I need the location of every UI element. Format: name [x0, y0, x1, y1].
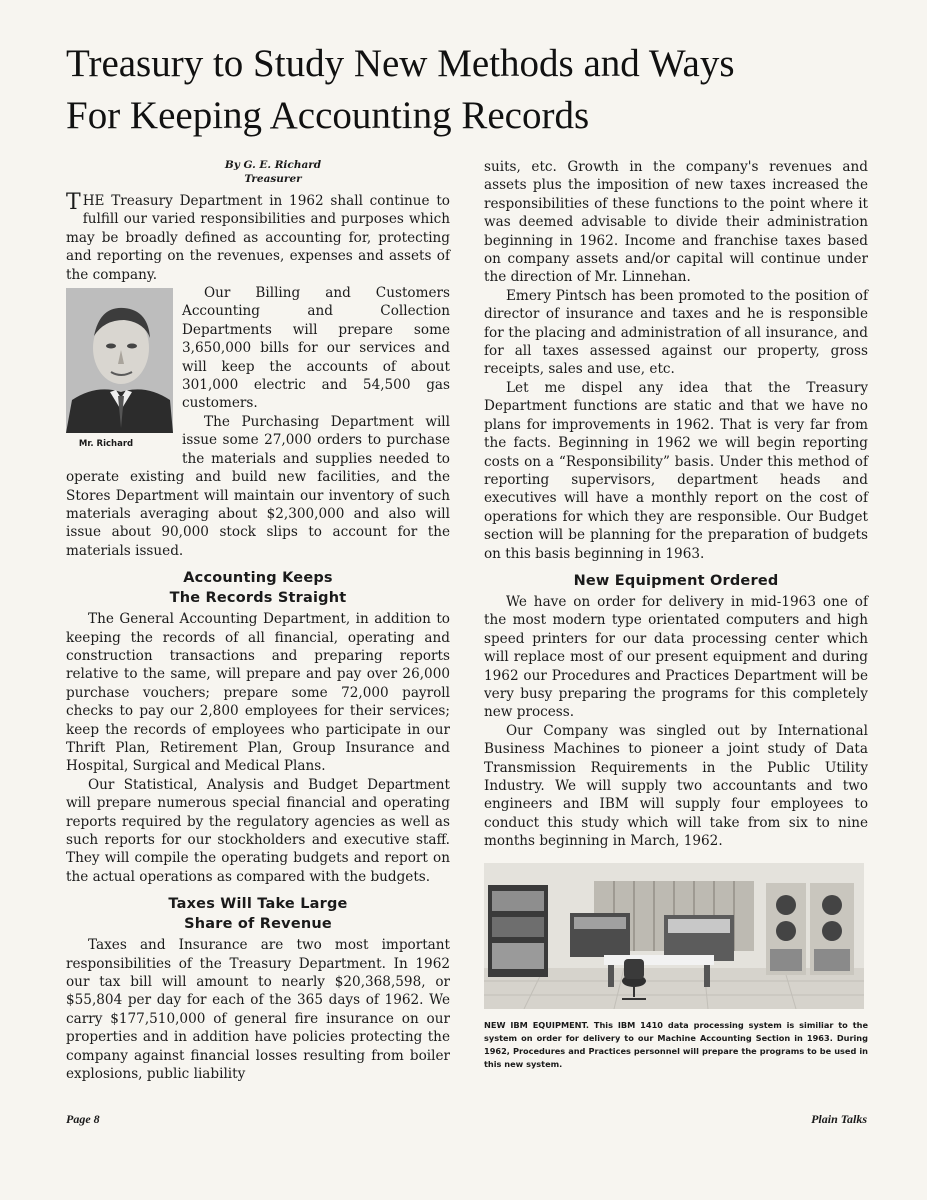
title-line-2: For Keeping Accounting Records — [66, 94, 590, 137]
article-title — [66, 38, 886, 142]
general-accounting-paragraph: The General Accounting Department, in addition to keeping the records of all financial, operating and construction transactions and preparing reports relative to the same, will prepare and pay over 26,000 purchase vouchers; prepare some 72,000 payroll checks to pay our 2,800 employees for their services; keep the records of employees who participate in our Thrift Plan, Retirement Plan, Group Insurance and Hospital, Surgical and Medical Plans. — [66, 611, 450, 775]
portrait-image — [66, 288, 173, 433]
heading-equipment: New Equipment Ordered — [573, 572, 779, 589]
page-number: Page 8 — [66, 1112, 100, 1126]
richard-photo — [66, 288, 176, 460]
heading-accounting-line1: Accounting Keeps — [183, 570, 333, 587]
byline-author: By G. E. Richard — [224, 159, 322, 171]
suits-paragraph: suits, etc. Growth in the company's revenues and assets plus the imposition of new taxes increased the responsibilities of these functions to the point where it was deemed advisable to divide their administration beginning in 1962. Income and franchise taxes based on company assets and/or capital will continue under the direction of Mr. Linnehan. — [484, 159, 868, 286]
right-column — [484, 158, 868, 1071]
taxes-paragraph: Taxes and Insurance are two most important responsibilities of the Treasury Department. In 1962 our tax bill will amount to nearly $20,368,598, or $55,804 per day for each of the 365 days of 1962. We carry $177,510,000 of general fire insurance on our properties and in addition have policies protecting the company against financial losses resulting from boiler explosions, public liability — [66, 937, 450, 1083]
publication-name: Plain Talks — [811, 1112, 867, 1126]
order-paragraph: We have on order for delivery in mid-1963 one of the most modern type orientated computers and high speed printers for our data processing center which will replace most of our present equipment and during 1962 our Procedures and Practices Department will be very busy preparing the programs for this completely new process. — [484, 593, 868, 721]
heading-taxes-line1: Taxes Will Take Large — [168, 896, 348, 913]
ibm-equipment-photo — [484, 863, 864, 1009]
portrait-illustration — [66, 288, 173, 433]
ibm-photo-caption: NEW IBM EQUIPMENT. This IBM 1410 data processing system is similiar to the system on order for delivery to our Machine Accounting Section in 1963. During 1962, Procedures and Practices personnel will prepare the programs to be used in this new system. — [484, 1019, 868, 1069]
drop-cap: T — [66, 190, 81, 215]
heading-taxes — [66, 894, 450, 934]
ibm-paragraph: Our Company was singled out by International Business Machines to pioneer a joint study of Data Transmission Requirements in the Public Utility Industry. We will supply two accountants and two engineers and IBM will supply four employees to conduct this study which will take from six to nine months beginning in March, 1962. — [484, 722, 868, 850]
heading-accounting — [66, 568, 450, 608]
statistical-paragraph: Our Statistical, Analysis and Budget Department will prepare numerous special financial and operating reports required by the regulatory agencies as well as such reports for our stockholders and executive staff. They will compile the operating budgets and report on the actual operations as compared with the budgets. — [66, 776, 450, 885]
byline-title: Treasurer — [244, 173, 302, 185]
byline — [96, 158, 450, 186]
portrait-caption: Mr. Richard — [78, 439, 134, 450]
ibm-equipment-illustration — [484, 863, 864, 1009]
heading-taxes-line2: Share of Revenue — [184, 916, 332, 933]
billing-paragraph: Our Billing and Customers Accounting and Collection Departments will prepare some 3,650,000 bills for our services and will keep the accounts of about 301,000 electric and 54,500 gas customers. — [182, 285, 450, 412]
left-column — [66, 158, 450, 1083]
emery-paragraph: Emery Pintsch has been promoted to the position of director of insurance and taxes and he is responsible for the placing and administration of all insurance, and for all taxes assessed against our property, gross receipts, sales and use, etc. — [484, 287, 868, 378]
title-line-1: Treasury to Study New Methods and Ways — [66, 42, 735, 85]
heading-accounting-line2: The Records Straight — [169, 590, 347, 607]
purchasing-paragraph: The Purchasing Department will issue some 27,000 orders to purchase the materials and supplies needed to operate existing and build new facilities, and the Stores Department will maintain our inventory of such materials averaging about $2,300,000 and also will issue about 90,000 stock slips to account for the materials issued. — [66, 413, 450, 559]
intro-paragraph — [66, 192, 450, 284]
intro-text-start: HE Treasury Department in 1962 shall continue to fulfill our varied responsibilities and purposes which may be broadly defined as accounting for, protecting and reporting on the revenues, expenses and assets of the company. — [66, 193, 450, 283]
dispel-paragraph: Let me dispel any idea that the Treasury Department functions are static and that we have no plans for improvements in 1962. That is very far from the facts. Beginning in 1962 we will begin reporting costs on a “Responsibility” basis. Under this method of reporting supervisors, department heads and executives will have a monthly report on the cost of operations for which they are responsible. Our Budget section will be planning for the preparation of budgets on this basis beginning in 1963. — [484, 379, 868, 562]
